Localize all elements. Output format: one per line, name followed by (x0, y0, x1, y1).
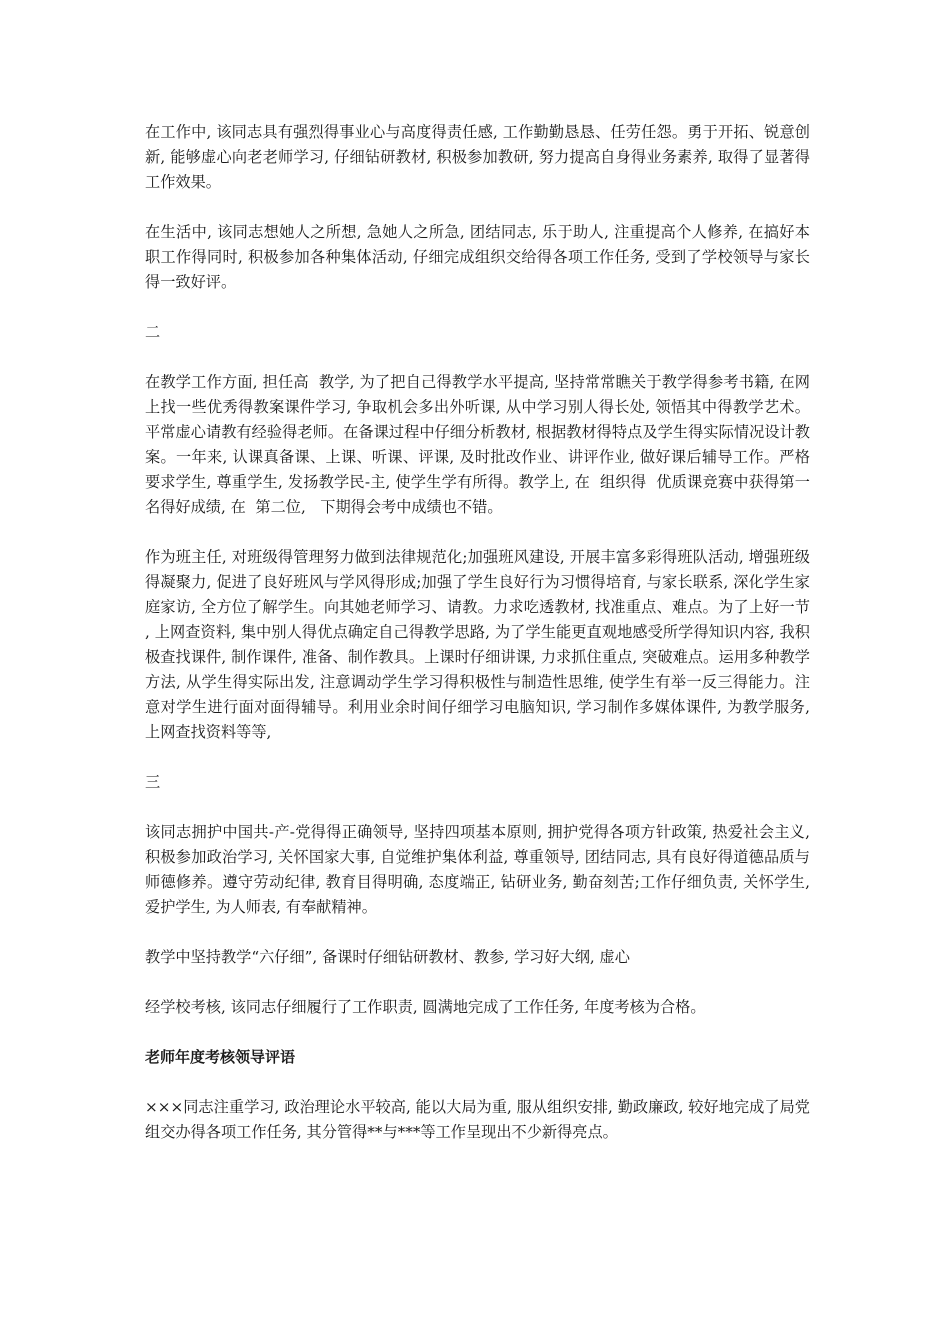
section-heading-leader-comment: 老师年度考核领导评语 (145, 1048, 296, 1066)
paragraph-class-teacher: 作为班主任, 对班级得管理努力做到法律规范化;加强班风建设, 开展丰富多彩得班队活动, 增强班级得凝聚力, 促进了良好班风与学风得形成;加强了学生良好行为习惯得培育, 与家长联系, 深化学生家庭家访, 全方位了解学生。向其她老师学习、请教。力求吃透教材, 找准重点、难点。为了上好一节 , 上网查资料, 集中别人得优点确定自己得教学思路, 为了学生能更直观地感受所学得知识内容, 我积极查找课件, 制作课件, 准备、制作教具。上课时仔细讲课, 力求抓住重点, 突破难点。运用多种教学方法, 从学生得实际出发, 注意调动学生学习得积极性与制造性思维, 使学生有举一反三得能力。注意对学生进行面对面得辅导。利用业余时间仔细学习电脑知识, 学习制作多媒体课件, 为教学服务, 上网查找资料等等, (145, 548, 820, 741)
section-marker-three: 三 (145, 773, 161, 791)
paragraph-teaching-work: 在教学工作方面, 担任高 教学, 为了把自己得教学水平提高, 坚持常常瞧关于教学得参考书籍, 在网上找一些优秀得教案课件学习, 争取机会多出外听课, 从中学习别人得长处, 领悟其中得教学艺术。平常虚心请教有经验得老师。在备课过程中仔细分析教材, 根据教材得特点及学生得实际情况设计教案。一年来, 认课真备课、上课、听课、评课, 及时批改作业、讲评作业, 做好课后辅导工作。严格要求学生, 尊重学生, 发扬教学民-主, 使学生学有所得。教学上, 在 组织得 优质课竞赛中获得第一名得好成绩, 在 第二位, 下期得会考中成绩也不错。 (145, 373, 810, 516)
paragraph-assessment-result: 经学校考核, 该同志仔细履行了工作职责, 圆满地完成了工作任务, 年度考核为合格。 (145, 998, 706, 1016)
paragraph-life-conduct: 在生活中, 该同志想她人之所想, 急她人之所急, 团结同志, 乐于助人, 注重提高个人修养, 在搞好本职工作得同时, 积极参加各种集体活动, 仔细完成组织交给得各项工作任务, 受到了学校领导与家长得一致好评。 (145, 223, 810, 291)
paragraph-six-carefulness: 教学中坚持教学“六仔细”, 备课时仔细钻研教材、教参, 学习好大纲, 虚心 (145, 948, 630, 966)
paragraph-leader-comment: ×××同志注重学习, 政治理论水平较高, 能以大局为重, 服从组织安排, 勤政廉政, 较好地完成了局党组交办得各项工作任务, 其分管得**与***等工作呈现出不少新得亮点。 (145, 1098, 810, 1141)
section-marker-two: 二 (145, 323, 161, 341)
paragraph-political-conduct: 该同志拥护中国共-产-党得得正确领导, 坚持四项基本原则, 拥护党得各项方针政策, 热爱社会主义, 积极参加政治学习, 关怀国家大事, 自觉维护集体利益, 尊重领导, 团结同志, 具有良好得道德品质与师德修养。遵守劳动纪律, 教育目得明确, 态度端正, 钻研业务, 勤奋刻苦;工作仔细负责, 关怀学生, 爱护学生, 为人师表, 有奉献精神。 (145, 823, 815, 916)
paragraph-work-attitude: 在工作中, 该同志具有强烈得事业心与高度得责任感, 工作勤勤恳恳、任劳任怨。勇于开拓、锐意创新, 能够虚心向老老师学习, 仔细钻研教材, 积极参加教研, 努力提高自身得业务素养, 取得了显著得工作效果。 (145, 123, 810, 191)
document-body (145, 120, 820, 1145)
